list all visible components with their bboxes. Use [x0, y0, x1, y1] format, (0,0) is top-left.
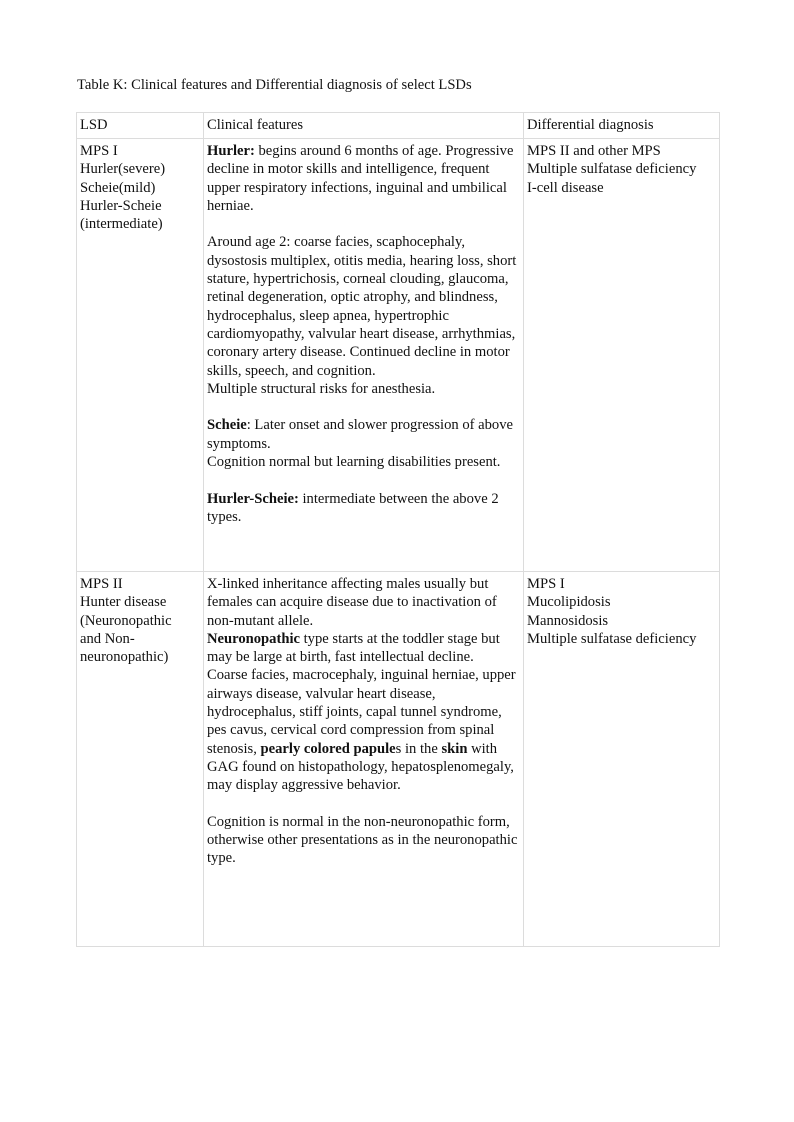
lsd-line: Scheie(mild) [80, 179, 156, 196]
paragraph-coarse-facies [207, 666, 520, 794]
cell-lsd-mps-ii [77, 572, 204, 947]
ddx-line: MPS I [527, 576, 565, 592]
neuronopathic-label: Neuronopathic [207, 630, 300, 647]
table-header-row [77, 113, 720, 139]
pearly-papule-bold: pearly colored papule [260, 740, 396, 757]
lsd-line: Hurler(severe) [80, 161, 166, 178]
paragraph-hurler [207, 142, 520, 215]
paragraph-scheie [207, 416, 520, 453]
ddx-line: Multiple sulfatase deficiency [527, 161, 697, 178]
lsd-line: neuronopathic) [80, 649, 169, 666]
cell-ddx-mps-i [524, 139, 720, 572]
cell-ddx-mps-ii [524, 572, 720, 947]
cell-clinical-mps-i [204, 139, 524, 572]
ddx-line: Multiple sulfatase deficiency [527, 630, 697, 647]
ddx-line: Mannosidosis [527, 612, 609, 629]
header-differential-diagnosis: Differential diagnosis [524, 113, 720, 139]
paragraph-neuronopathic [207, 630, 520, 667]
lsd-line: (Neuronopathic [80, 612, 172, 629]
hurler-scheie-text: intermediate between the above 2 types. [207, 490, 499, 525]
lsd-line: Hurler-Scheie [80, 197, 162, 214]
ddx-line: I-cell disease [527, 179, 604, 196]
scheie-text: : Later onset and slower progression of above symptoms. [207, 417, 513, 452]
lsd-line: and Non- [80, 630, 135, 647]
scheie-label: Scheie [207, 417, 247, 434]
lsd-line: Hunter disease [80, 594, 167, 611]
hurler-text: begins around 6 months of age. Progressive decline in motor skills and intelligence, frequent upper respiratory infections, inguinal and umbilical herniae. [207, 143, 514, 214]
hurler-scheie-label: Hurler-Scheie: [207, 490, 299, 507]
skin-tail: with GAG found on histopathology, hepatosplenomegaly, may display aggressive behavior. [207, 740, 514, 794]
papule-tail: s in the [395, 740, 442, 757]
ddx-line: Mucolipidosis [527, 594, 611, 611]
cell-clinical-mps-ii [204, 572, 524, 947]
cell-lsd-mps-i [77, 139, 204, 572]
lsd-line: MPS I [80, 143, 118, 159]
paragraph-anesthesia: Multiple structural risks for anesthesia. [207, 380, 436, 397]
table-row-mps-ii [77, 572, 720, 947]
table-row-mps-i [77, 139, 720, 572]
paragraph-x-linked: X-linked inheritance affecting males usually but females can acquire disease due to inactivation of non-mutant allele. [207, 576, 497, 629]
coarse-facies-text: Coarse facies, macrocephaly, inguinal herniae, upper airways disease, valvular heart disease, hydrocephalus, stiff joints, capal tunnel syndrome, pes cavus, cervical cord compression from spinal stenosis, [207, 667, 516, 757]
header-lsd: LSD [77, 113, 204, 139]
lsd-line: (intermediate) [80, 216, 163, 233]
table-caption: Table K: Clinical features and Differential diagnosis of select LSDs [77, 77, 472, 93]
lsd-table [76, 112, 720, 947]
paragraph-age-2: Around age 2: coarse facies, scaphocephaly, dysostosis multiplex, otitis media, hearing loss, short stature, hypertrichosis, corneal clouding, glaucoma, retinal degeneration, optic atrophy, and blindness, hydrocephalus, sleep apnea, hypertrophic cardiomyopathy, valvular heart disease, arrhythmias, coronary artery disease. Continued decline in motor skills, speech, and cognition. [207, 234, 517, 379]
skin-bold: skin [441, 740, 468, 757]
paragraph-scheie-cognition: Cognition normal but learning disabilities present. [207, 454, 501, 471]
paragraph-hurler-scheie [207, 490, 520, 527]
hurler-label: Hurler: [207, 143, 255, 159]
header-clinical-features: Clinical features [204, 113, 524, 139]
lsd-line: MPS II [80, 576, 123, 592]
neuronopathic-text: type starts at the toddler stage but may be large at birth, fast intellectual decline. [207, 630, 500, 666]
ddx-line: MPS II and other MPS [527, 143, 661, 159]
paragraph-cognition: Cognition is normal in the non-neuronopathic form, otherwise other presentations as in the neuronopathic type. [207, 813, 518, 867]
